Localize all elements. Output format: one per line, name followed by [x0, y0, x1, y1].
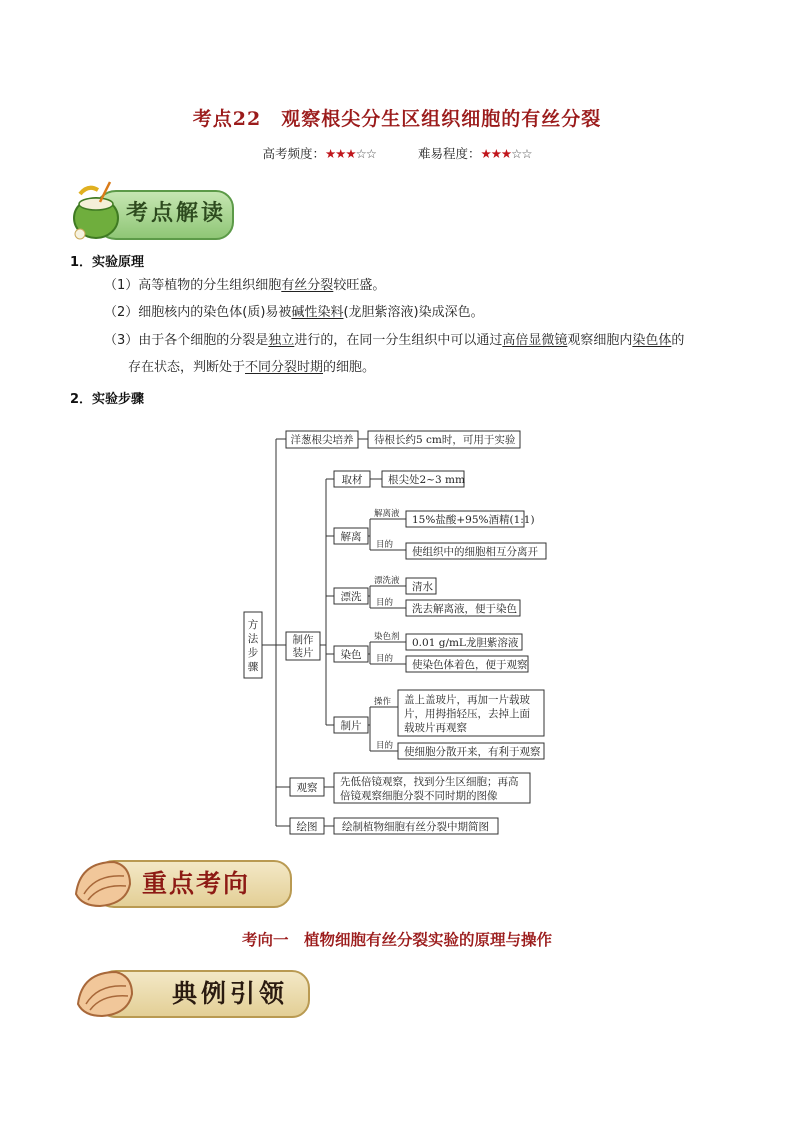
banner-zhongdian	[70, 852, 292, 912]
item-text: 的细胞。	[323, 360, 376, 375]
item-text: 细胞核内的染色体(质)易被	[138, 305, 292, 320]
item-text: 观察细胞内	[567, 333, 633, 348]
observe-note-2: 倍镜观察细胞分裂不同时期的图像	[340, 790, 498, 802]
key-term: 独立	[268, 333, 295, 348]
stain-label: 染色	[340, 649, 362, 661]
observe-label: 观察	[296, 782, 318, 794]
stain-agent: 0.01 g/mL龙胆紫溶液	[412, 637, 519, 649]
dissociate-purpose-label: 目的	[376, 540, 394, 550]
item-text: 高等植物的分生组织细胞	[138, 278, 282, 293]
banner-zhongdian-text: 重点考向	[142, 869, 251, 898]
slide-label: 制片	[340, 720, 362, 732]
take-label: 取材	[341, 474, 363, 486]
item-text: 较旺盛。	[333, 278, 386, 293]
item-number: （2）	[104, 305, 139, 320]
ratings-row	[0, 144, 794, 162]
section-steps-heading: 2．实验步骤	[70, 392, 145, 407]
key-term: 高倍显微镜	[502, 333, 568, 348]
difficulty-stars-empty: ☆☆	[511, 146, 532, 161]
banner-dianli-text: 典例引领	[172, 979, 289, 1008]
make-label-1: 制作	[292, 634, 314, 646]
key-term: 染色体	[632, 333, 672, 348]
slide-op-line-3: 载玻片再观察	[404, 722, 467, 734]
banner-kaodian-text: 考点解读	[126, 200, 227, 226]
dissociate-liquid-label: 解离液	[374, 509, 400, 519]
principle-item-2	[104, 300, 484, 326]
frequency-label: 高考频度：	[262, 146, 325, 161]
difficulty-stars-filled: ★★★	[480, 146, 512, 161]
kaoxiang-title: 考向一 植物细胞有丝分裂实验的原理与操作	[241, 930, 552, 949]
observe-note-1: 先低倍镜观察，找到分生区细胞；再高	[340, 776, 519, 788]
root-label-1: 方	[247, 619, 259, 631]
draw-note: 绘制植物细胞有丝分裂中期简图	[342, 821, 489, 833]
seashell-icon	[70, 854, 136, 910]
take-note: 根尖处2~3 mm	[388, 474, 465, 486]
principle-item-3	[104, 328, 684, 354]
slide-op-line-1: 盖上盖玻片，再加一片载玻	[404, 694, 530, 706]
slide-op-label: 操作	[374, 697, 392, 707]
make-label-2: 装片	[292, 647, 314, 659]
dissociate-label: 解离	[340, 531, 362, 543]
rinse-purpose: 洗去解离液，便于染色	[412, 603, 517, 615]
banner-kaodian	[66, 180, 236, 242]
principle-item-1	[104, 273, 385, 299]
root-label-2: 法	[247, 633, 259, 645]
frequency-stars-empty: ☆☆	[355, 146, 377, 161]
seashell-icon	[72, 964, 138, 1020]
banner-dianli	[72, 962, 312, 1022]
rinse-purpose-label: 目的	[376, 598, 394, 608]
section-principle-heading: 1．实验原理	[70, 255, 145, 270]
item-number: （1）	[104, 278, 139, 293]
item-text: 的	[671, 333, 685, 348]
stain-agent-label: 染色剂	[374, 632, 400, 642]
dissociate-purpose: 使组织中的细胞相互分离开	[412, 546, 538, 558]
slide-purpose: 使细胞分散开来，有利于观察	[404, 746, 541, 758]
rinse-liquid-label: 漂洗液	[374, 576, 400, 586]
key-term: 有丝分裂	[281, 278, 334, 293]
item-number: （3）	[104, 333, 139, 348]
item-text: 由于各个细胞的分裂是	[138, 333, 269, 348]
slide-purpose-label: 目的	[376, 741, 394, 751]
page-title: 考点22 观察根尖分生区组织细胞的有丝分裂	[192, 108, 602, 130]
coconut-drink-icon	[66, 180, 126, 242]
root-label-4: 骤	[247, 661, 259, 673]
slide-op-line-2: 片，用拇指轻压，去掉上面	[404, 708, 530, 720]
dissociate-liquid: 15%盐酸+95%酒精(1:1)	[412, 514, 535, 526]
difficulty-label: 难易程度：	[417, 146, 481, 161]
item-text: (龙胆紫溶液)染成深色。	[343, 305, 484, 320]
procedure-diagram	[0, 420, 794, 840]
principle-item-3-cont	[128, 355, 375, 381]
item-text: 存在状态，判断处于	[128, 360, 246, 375]
draw-label: 绘图	[296, 821, 318, 833]
item-text: 进行的，在同一分生组织中可以通过	[294, 333, 503, 348]
rinse-liquid: 清水	[412, 581, 433, 593]
culture-note: 待根长约5 cm时，可用于实验	[374, 434, 516, 446]
rinse-label: 漂洗	[340, 591, 362, 603]
frequency-stars-filled: ★★★	[324, 146, 356, 161]
key-term: 碱性染料	[291, 305, 344, 320]
root-label-3: 步	[247, 647, 259, 659]
stain-purpose: 使染色体着色，便于观察	[412, 659, 528, 671]
culture-label: 洋葱根尖培养	[290, 434, 354, 446]
stain-purpose-label: 目的	[376, 654, 394, 664]
key-term: 不同分裂时期	[245, 360, 324, 375]
